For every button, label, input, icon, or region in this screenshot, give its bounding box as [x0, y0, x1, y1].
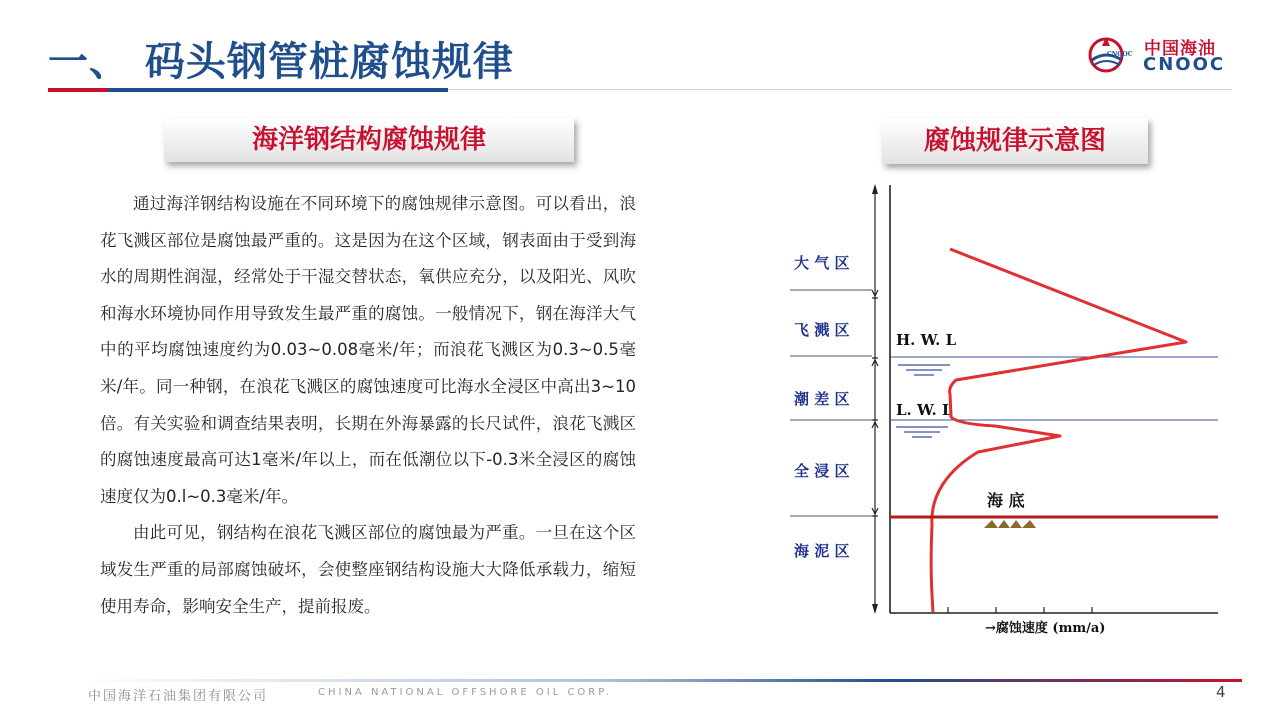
- x-axis-ticks: [948, 607, 1092, 613]
- zone-label-immersion: 全 浸 区: [794, 462, 850, 480]
- zone-label-atmosphere: 大 气 区: [794, 254, 850, 272]
- seabed-label: 海 底: [987, 491, 1025, 510]
- zone-axis-arrow-bottom: [872, 604, 878, 614]
- zone-label-tidal: 潮 差 区: [794, 390, 850, 408]
- paragraph-1: 通过海洋钢结构设施在不同环境下的腐蚀规律示意图。可以看出，浪花飞溅区部位是腐蚀最严重的。这是因为在这个区域，钢表面由于受到海水的周期性润湿，经常处于干湿交替状态，氧供应充分，以及阳光、风吹和海水环境协同作用导致发生最严重的腐蚀。一般情况下，钢在海洋大气中的平均腐蚀速度约为0.03~0.08毫米/年；而浪花飞溅区为0.3~0.5毫米/年。同一种钢，在浪花飞溅区的腐蚀速度可比海水全浸区中高出3~10倍。有关实验和调查结果表明，长期在外海暴露的长尺试件，浪花飞溅区的腐蚀速度最高可达1毫米/年以上，而在低潮位以下-0.3米全浸区的腐蚀速度仅为0.l~0.3毫米/年。: [100, 194, 636, 506]
- page-number: 4: [1216, 683, 1226, 701]
- x-axis-label: →腐蚀速度 (mm/a): [985, 621, 1106, 636]
- section-banner-diagram: 腐蚀规律示意图: [882, 118, 1148, 164]
- footer-company-en: CHINA NATIONAL OFFSHORE OIL CORP.: [318, 687, 612, 698]
- lwl-label: L. W. L: [896, 401, 953, 419]
- paragraph-2: 由此可见，钢结构在浪花飞溅区部位的腐蚀最为严重。一旦在这个区域发生严重的局部腐蚀破坏，会使整座钢结构设施大大降低承载力，缩短使用寿命，影响安全生产，提前报废。: [100, 523, 636, 616]
- zone-axis-arrow-top: [872, 184, 878, 194]
- title-underline-accent: [48, 88, 108, 92]
- header-divider: [448, 89, 1232, 90]
- company-logo: [1086, 32, 1232, 76]
- section-banner-corrosion-law: 海洋钢结构腐蚀规律: [164, 118, 574, 162]
- title-underline: [108, 88, 448, 92]
- water-surface-symbol-high: [898, 365, 950, 375]
- logo-mark-text: CNOOC: [1107, 51, 1133, 58]
- zone-label-splash: 飞 溅 区: [794, 321, 850, 339]
- zone-label-mud: 海 泥 区: [794, 542, 850, 560]
- page-title: 一、 码头钢管桩腐蚀规律: [48, 39, 514, 85]
- logo-name-cn: 中国海油: [1144, 39, 1216, 59]
- footer-company-cn: 中国海洋石油集团有限公司: [88, 689, 269, 704]
- footer-divider: [82, 679, 1242, 682]
- cnooc-emblem-icon: [1086, 34, 1133, 74]
- logo-name-en: CNOOC: [1143, 54, 1226, 75]
- body-text: [100, 186, 636, 625]
- hwl-label: H. W. L: [896, 331, 957, 349]
- seabed-soil-icon: [984, 520, 1036, 528]
- water-surface-symbol-low: [896, 427, 948, 437]
- corrosion-diagram: [780, 180, 1230, 640]
- corrosion-rate-curve: [931, 249, 1186, 612]
